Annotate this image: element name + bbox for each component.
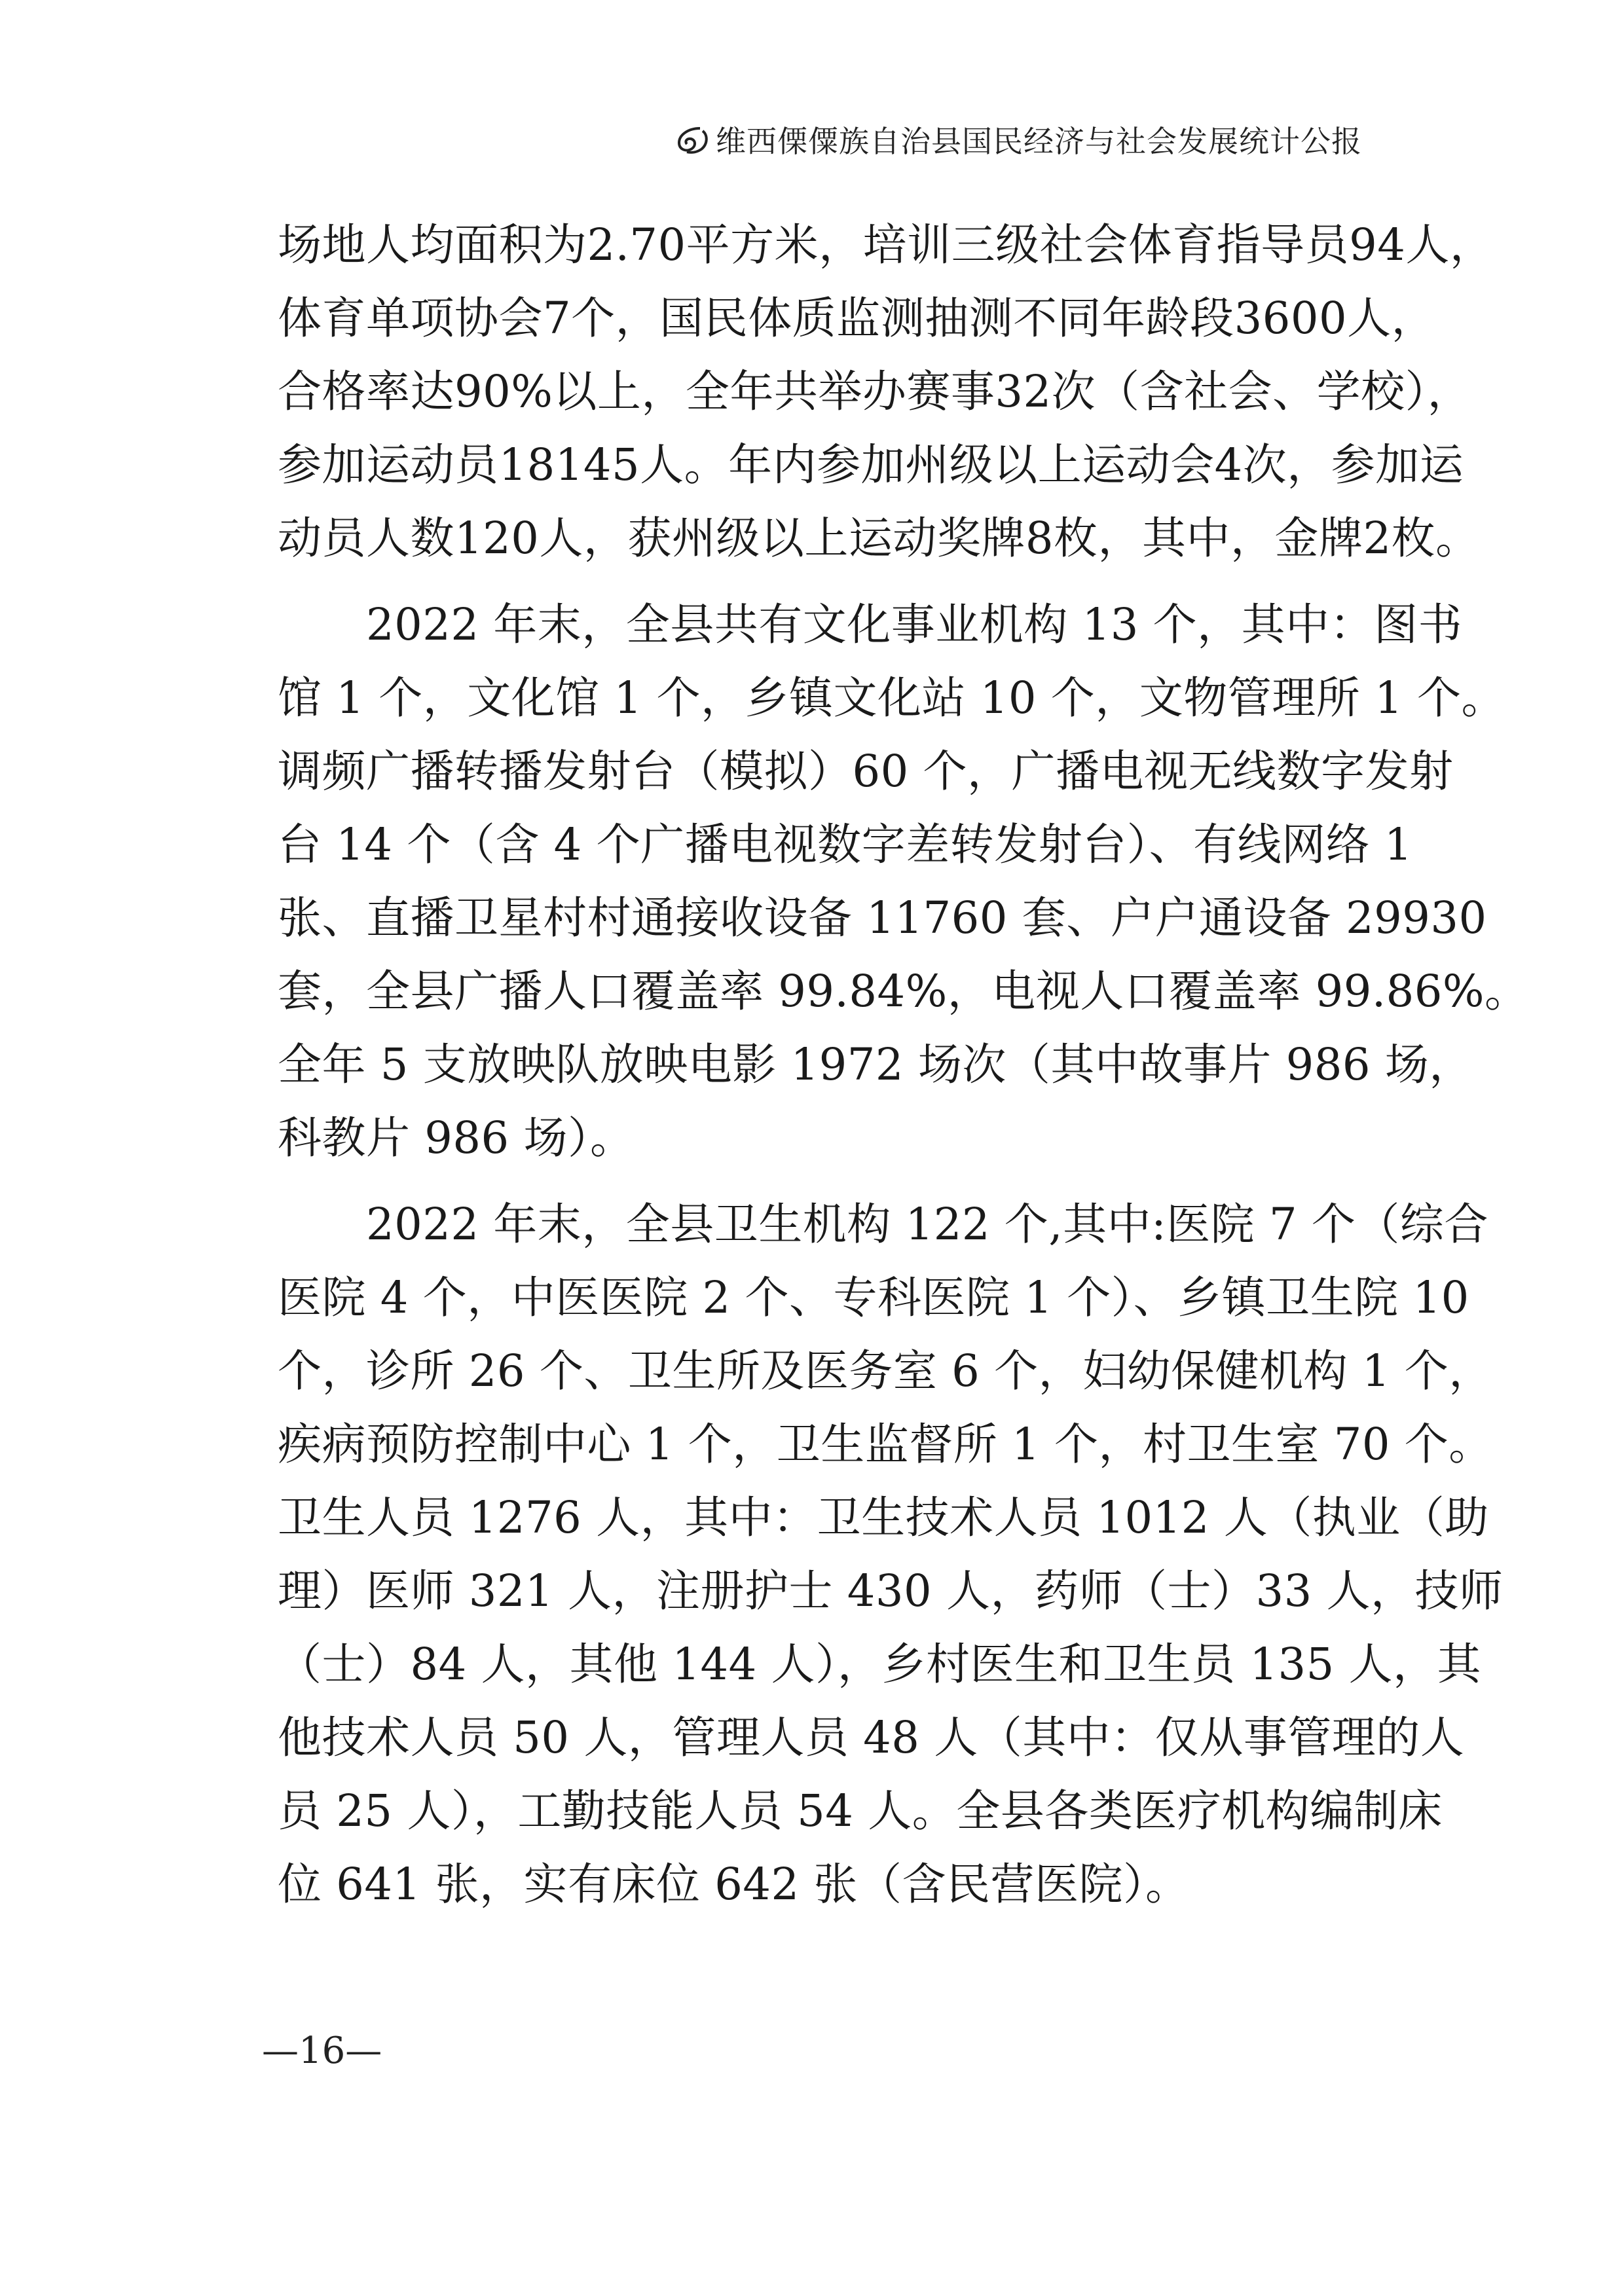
text-line: 卫生人员 1276 人，其中：卫生技术人员 1012 人（执业（助 [278,1492,1489,1543]
text-line: 调频广播转播发射台（模拟）60 个，广播电视无线数字发射 [278,746,1454,797]
text-line: 合格率达90%以上，全年共举办赛事32次（含社会、学校）， [278,366,1472,417]
text-line: 场地人均面积为2.70平方米，培训三级社会体育指导员94人， [278,219,1494,270]
text-line: 疾病预防控制中心 1 个，卫生监督所 1 个，村卫生室 70 个。 [278,1419,1493,1470]
text-line: 2022 年末，全县共有文化事业机构 13 个，其中：图书 [278,599,1463,650]
text-line: 个，诊所 26 个、卫生所及医务室 6 个，妇幼保健机构 1 个， [278,1345,1493,1396]
text-line: 馆 1 个，文化馆 1 个，乡镇文化站 10 个，文物管理所 1 个。 [278,672,1506,723]
text-line: 位 641 张，实有床位 642 张（含民营医院）。 [278,1859,1190,1910]
paragraph-sports [278,208,1494,575]
page-number: —16— [262,2030,382,2072]
text-line: 2022 年末，全县卫生机构 122 个,其中:医院 7 个（综合 [278,1199,1488,1250]
text-line: 员 25 人），工勤技能人员 54 人。全县各类医疗机构编制床 [278,1785,1443,1836]
text-line: 医院 4 个，中医医院 2 个、专科医院 1 个）、乡镇卫生院 10 [278,1272,1469,1323]
text-line: 他技术人员 50 人，管理人员 48 人（其中：仅从事管理的人 [278,1712,1465,1763]
text-line: （士）84 人，其他 144 人），乡村医生和卫生员 135 人，其 [278,1639,1482,1690]
text-line: 体育单项协会7个，国民体质监测抽测不同年龄段3600人， [278,293,1436,344]
text-line: 张、直播卫星村村通接收设备 11760 套、户户通设备 29930 [278,892,1487,943]
text-line: 动员人数120人，获州级以上运动奖牌8枚，其中，金牌2枚。 [278,513,1480,564]
header-title: 维西傈僳族自治县国民经济与社会发展统计公报 [716,124,1362,159]
text-line: 参加运动员18145人。年内参加州级以上运动会4次，参加运 [278,439,1464,490]
text-line: 理）医师 321 人，注册护士 430 人，药师（士）33 人，技师 [278,1565,1504,1616]
page-header [674,118,1362,161]
paragraph-culture [278,588,1529,1175]
text-line: 科教片 986 场）。 [278,1112,635,1163]
swirl-emblem-icon [674,124,712,155]
text-line: 台 14 个（含 4 个广播电视数字差转发射台）、有线网络 1 [278,819,1412,870]
text-line: 全年 5 支放映队放映电影 1972 场次（其中故事片 986 场， [278,1039,1473,1090]
paragraph-health [278,1188,1504,1921]
text-line: 套，全县广播人口覆盖率 99.84%，电视人口覆盖率 99.86%。 [278,966,1529,1017]
body-text [278,208,1529,1921]
